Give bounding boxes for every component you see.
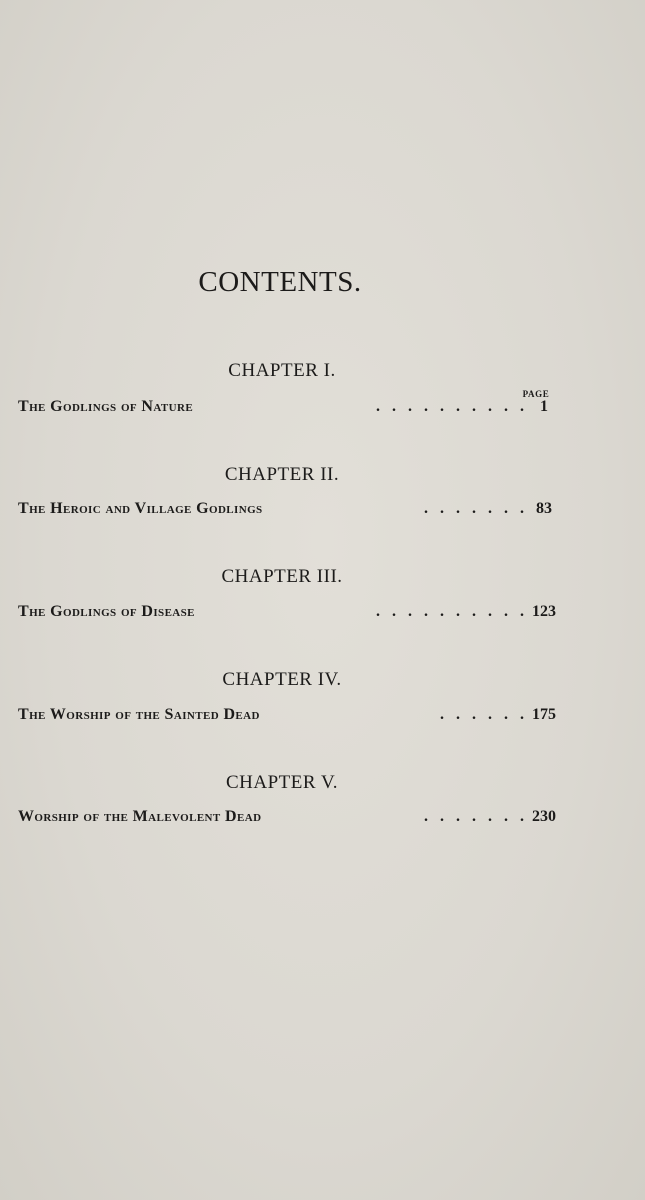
toc-entry-title: The Worship of the Sainted Dead (18, 706, 260, 723)
dot-leader: . . . . . . . . . . (376, 398, 524, 415)
toc-entry[interactable] (18, 603, 564, 627)
chapter-heading: CHAPTER II. (224, 464, 340, 485)
chapter-heading: CHAPTER I. (228, 360, 336, 381)
chapter-heading: CHAPTER V. (226, 772, 338, 793)
toc-entry[interactable] (18, 500, 564, 524)
toc-entry[interactable] (18, 808, 564, 832)
dot-leader: . . . . . . . . . . (376, 603, 524, 620)
page-column-label: PAGE (522, 389, 550, 399)
dot-leader: . . . . . . (440, 706, 524, 723)
toc-entry[interactable] (18, 706, 564, 730)
toc-entry-page: 175 (532, 706, 556, 723)
dot-leader: . . . . . . . (424, 500, 524, 517)
toc-entry[interactable] (18, 398, 564, 422)
toc-entry-title: The Godlings of Disease (18, 603, 195, 620)
chapter-heading: CHAPTER III. (221, 566, 343, 587)
toc-entry-page: 123 (532, 603, 556, 620)
chapter-heading: CHAPTER IV. (222, 669, 342, 690)
toc-entry-title: The Heroic and Village Godlings (18, 500, 263, 517)
toc-entry-page: 1 (540, 398, 548, 415)
toc-entry-page: 230 (532, 808, 556, 825)
toc-entry-title: Worship of the Malevolent Dead (18, 808, 262, 825)
toc-entry-title: The Godlings of Nature (18, 398, 194, 415)
toc-entry-page: 83 (536, 500, 552, 517)
page-title: CONTENTS. (198, 266, 362, 298)
dot-leader: . . . . . . . (424, 808, 524, 825)
